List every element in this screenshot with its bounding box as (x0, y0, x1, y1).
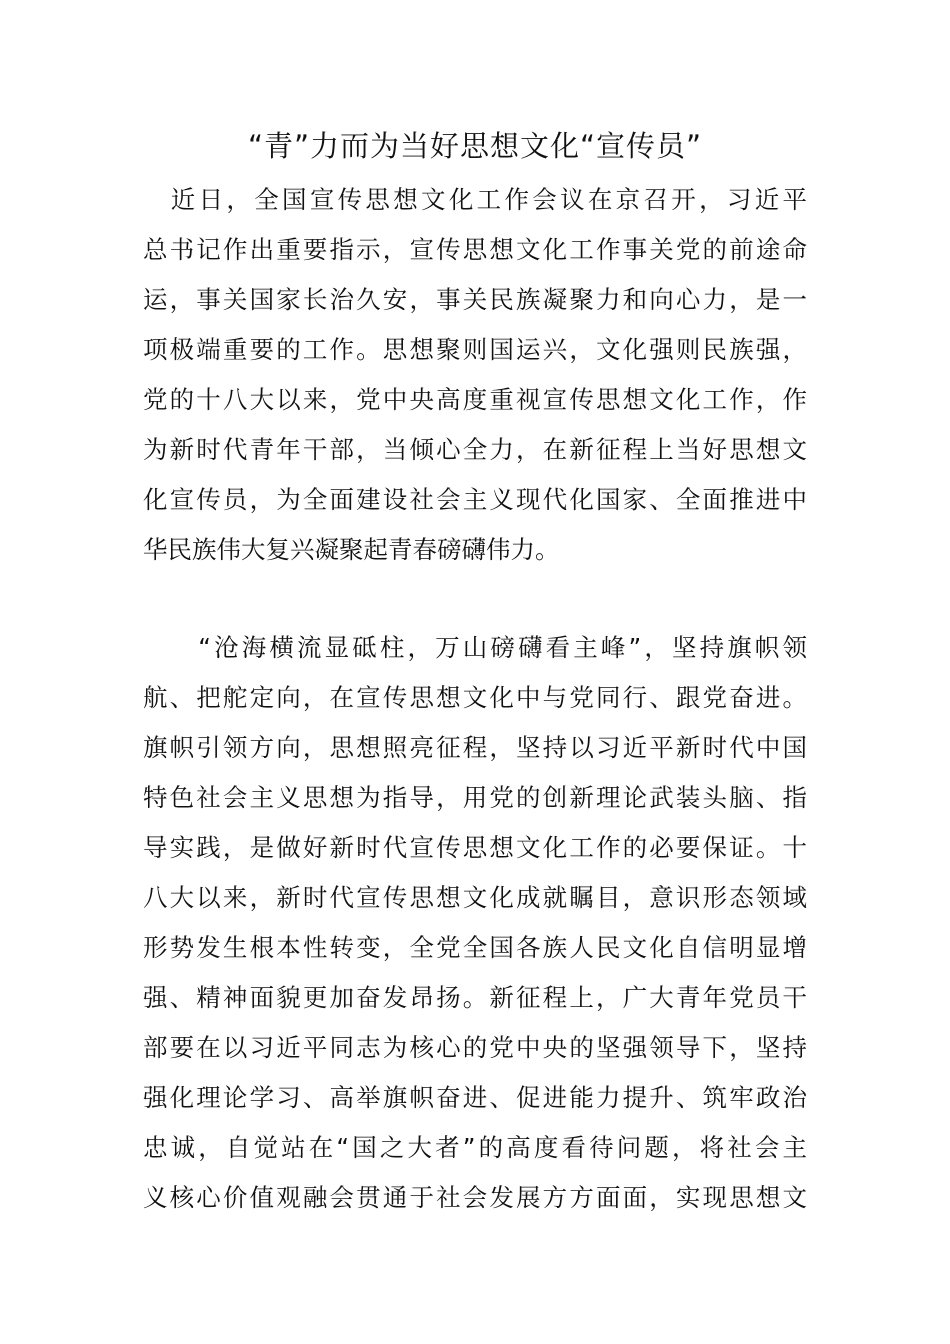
paragraph-line: 八大以来，新时代宣传思想文化成就瞩目，意识形态领域 (143, 883, 807, 912)
paragraph-line: 特色社会主义思想为指导，用党的创新理论武装头脑、指 (143, 783, 807, 812)
paragraph-2 (143, 623, 807, 1223)
paragraph-line: 近日，全国宣传思想文化工作会议在京召开，习近平 (143, 185, 807, 214)
document-title: “青”力而为当好思想文化“宣传员” (247, 129, 703, 163)
paragraph-line: 为新时代青年干部，当倾心全力，在新征程上当好思想文 (143, 435, 807, 464)
paragraph-line: 总书记作出重要指示，宣传思想文化工作事关党的前途命 (143, 235, 807, 264)
paragraph-line: 强、精神面貌更加奋发昂扬。新征程上，广大青年党员干 (143, 983, 807, 1012)
paragraph-line: 忠诚，自觉站在“国之大者”的高度看待问题，将社会主 (143, 1133, 807, 1162)
paragraph-line: 项极端重要的工作。思想聚则国运兴，文化强则民族强， (143, 335, 807, 364)
paragraph-line: 形势发生根本性转变，全党全国各族人民文化自信明显增 (143, 933, 807, 962)
paragraph-line: 党的十八大以来，党中央高度重视宣传思想文化工作，作 (143, 385, 807, 414)
paragraph-line: 旗帜引领方向，思想照亮征程，坚持以习近平新时代中国 (143, 733, 807, 762)
paragraph-line: 化宣传员，为全面建设社会主义现代化国家、全面推进中 (143, 485, 807, 514)
paragraph-line: 航、把舵定向，在宣传思想文化中与党同行、跟党奋进。 (143, 683, 807, 712)
paragraph-line: 导实践，是做好新时代宣传思想文化工作的必要保证。十 (143, 833, 807, 862)
paragraph-1 (143, 175, 807, 575)
paragraph-line: “沧海横流显砥柱，万山磅礴看主峰”，坚持旗帜领 (143, 633, 807, 662)
paragraph-line: 强化理论学习、高举旗帜奋进、促进能力提升、筑牢政治 (143, 1083, 807, 1112)
paragraph-line: 运，事关国家长治久安，事关民族凝聚力和向心力，是一 (143, 285, 807, 314)
paragraph-line: 义核心价值观融会贯通于社会发展方方面面，实现思想文 (143, 1183, 807, 1212)
paragraph-line: 华民族伟大复兴凝聚起青春磅礴伟力。 (143, 535, 560, 564)
paragraph-line: 部要在以习近平同志为核心的党中央的坚强领导下，坚持 (143, 1033, 807, 1062)
